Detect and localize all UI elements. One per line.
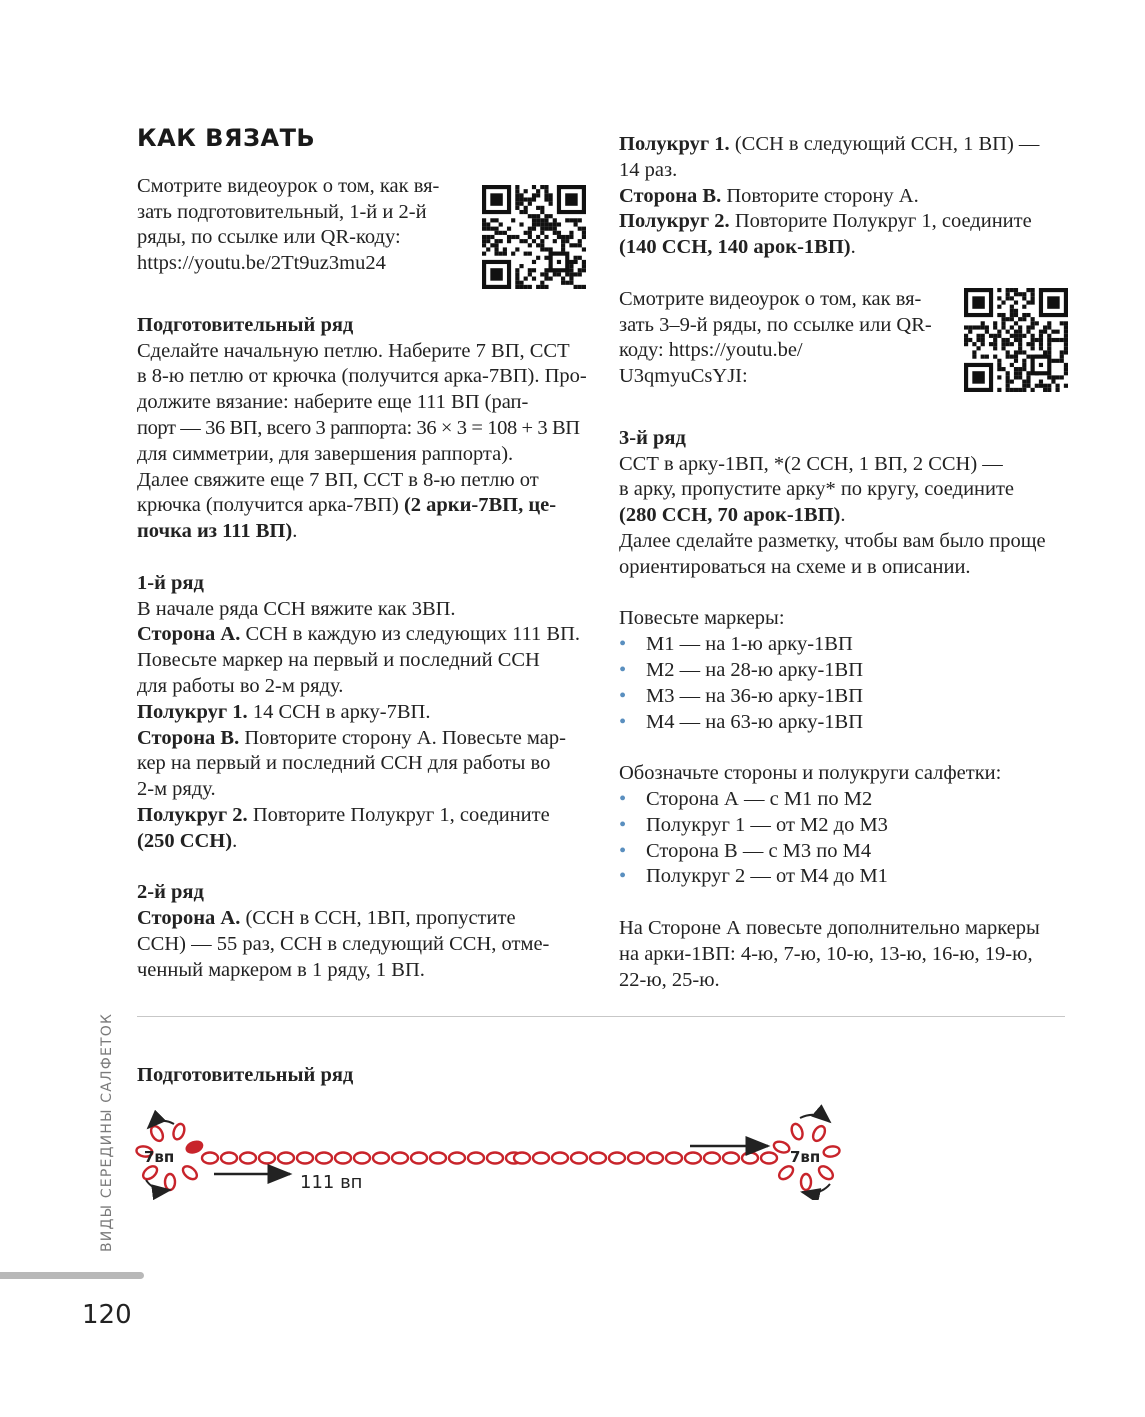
half-circle-2-label: Полукруг 2. xyxy=(137,803,248,826)
chain-stitch xyxy=(468,1153,484,1164)
chain-stitch xyxy=(571,1153,587,1164)
intro-line: Смотрите видеоурок о том, как вя- xyxy=(137,174,440,197)
prep-total: (2 арки-7ВП, це- xyxy=(403,494,557,517)
chain-stitch xyxy=(165,1174,175,1190)
chain-stitch xyxy=(392,1153,408,1164)
row1-line xyxy=(137,622,597,648)
chain-diagram xyxy=(130,1100,850,1200)
markers-title: Повесьте маркеры: xyxy=(619,607,785,630)
row1-line xyxy=(137,726,597,752)
chain-stitch xyxy=(181,1164,200,1182)
row1-line: кер на первый и последний ССН для работы во xyxy=(137,752,551,775)
prep-line: для симметрии, для завершения раппорта). xyxy=(137,442,514,465)
diagram-title: Подготовительный ряд xyxy=(137,1064,354,1086)
prep-total: почка из 111 ВП) xyxy=(137,520,293,543)
prep-line xyxy=(137,519,597,545)
list-item: • Сторона А — с М1 по М2 xyxy=(619,787,1069,813)
intro-line: ряды, по ссылке или QR-коду: xyxy=(137,226,401,249)
row2-text: (ССН в ССН, 1ВП, пропустите xyxy=(240,907,516,930)
chain-stitch xyxy=(430,1153,446,1164)
video-link[interactable]: U3qmyuCsYJI: xyxy=(619,365,748,388)
sides-title: Обозначьте стороны и полукруги салфетки: xyxy=(619,762,1002,785)
list-item: • Сторона В — с М3 по М4 xyxy=(619,839,1069,865)
chain-stitch xyxy=(335,1153,351,1164)
row3-total: (280 ССН, 70 арок-1ВП) xyxy=(619,504,841,527)
chain-stitch xyxy=(552,1153,568,1164)
row1-line xyxy=(137,829,597,855)
chain-stitch xyxy=(761,1153,777,1164)
chain-stitch xyxy=(590,1153,606,1164)
chain-stitch xyxy=(742,1153,758,1164)
chain-stitch xyxy=(772,1140,790,1155)
row1-text: ССН в каждую из следующих 111 ВП. xyxy=(240,623,581,646)
video-link[interactable]: https://youtu.be/2Tt9uz3mu24 xyxy=(137,252,386,275)
row3-line xyxy=(619,503,1069,529)
chain-stitch xyxy=(259,1153,275,1164)
chain-stitch xyxy=(790,1122,805,1140)
sides-list xyxy=(619,787,1069,890)
chain-stitch xyxy=(373,1153,389,1164)
row3-line: ориентироваться на схеме и в описании. xyxy=(619,555,971,578)
chain-stitch xyxy=(141,1164,160,1182)
row1-line: для работы во 2-м ряду. xyxy=(137,674,344,697)
intro-line: Смотрите видеоурок о том, как вя- xyxy=(619,287,922,310)
list-item: • М2 — на 28-ю арку-1ВП xyxy=(619,658,1069,684)
chain-stitch xyxy=(801,1174,811,1190)
right-line xyxy=(619,184,1069,210)
row1-text: 14 ССН в арку-7ВП. xyxy=(247,700,431,723)
chain-stitches-right xyxy=(514,1153,777,1164)
row3-text: . xyxy=(840,504,846,527)
row1-line: Повесьте маркер на первый и последний ССН xyxy=(137,649,540,672)
right-text: Повторите сторону А. xyxy=(721,184,919,207)
row1-line: В начале ряда ССН вяжите как 3ВП. xyxy=(137,597,456,620)
chain-stitch xyxy=(647,1153,663,1164)
list-item: • Полукруг 2 — от М4 до М1 xyxy=(619,864,1069,890)
chain-stitch xyxy=(411,1153,427,1164)
prep-line: Сделайте начальную петлю. Наберите 7 ВП, ССТ xyxy=(137,339,570,362)
side-a-label: Сторона А. xyxy=(137,623,241,646)
row2-title: 2-й ряд xyxy=(137,881,204,904)
page-heading: КАК ВЯЗАТЬ xyxy=(137,124,316,152)
right-line: 14 раз. xyxy=(619,158,678,181)
row1-line: 2-м ряду. xyxy=(137,778,216,801)
list-item: • М4 — на 63-ю арку-1ВП xyxy=(619,710,1069,736)
row3-line: ССТ в арку-1ВП, *(2 ССН, 1 ВП, 2 ССН) — xyxy=(619,452,1003,475)
side-a-label: Сторона А. xyxy=(137,907,241,930)
row3-line: в арку, пропустите арку* по кругу, соедините xyxy=(619,478,1015,501)
chain-stitch xyxy=(723,1153,739,1164)
row1-line xyxy=(137,803,597,829)
prep-line: Далее свяжите еще 7 ВП, ССТ в 8-ю петлю от xyxy=(137,468,539,491)
chain-stitch xyxy=(354,1153,370,1164)
left-arc-label: 7вп xyxy=(144,1148,175,1166)
chain-stitch xyxy=(628,1153,644,1164)
right-line xyxy=(619,132,1069,158)
right-arc-label: 7вп xyxy=(790,1148,821,1166)
chain-stitch xyxy=(609,1153,625,1164)
page-tab-bar xyxy=(0,1272,144,1279)
half-circle-1-label: Полукруг 1. xyxy=(619,133,730,155)
row1-text: Повторите сторону А. Повесьте мар- xyxy=(239,726,566,749)
section-divider xyxy=(137,1016,1065,1017)
chain-stitch xyxy=(202,1153,218,1164)
row3-line: Далее сделайте разметку, чтобы вам было проще xyxy=(619,529,1046,552)
chain-stitch xyxy=(811,1124,828,1143)
list-item: • Полукруг 1 — от М2 до М3 xyxy=(619,813,1069,839)
chain-stitch xyxy=(316,1153,332,1164)
markers-list xyxy=(619,632,1069,735)
chain-stitch xyxy=(297,1153,313,1164)
chain-stitch xyxy=(449,1153,465,1164)
prep-line: в 8-ю петлю от крючка (получится арка-7ВП). Про- xyxy=(137,365,587,388)
qr-code-2[interactable] xyxy=(964,288,1068,392)
prep-text: . xyxy=(292,520,298,543)
extra-line: на арки-1ВП: 4-ю, 7-ю, 10-ю, 13-ю, 16-ю, 19-ю, xyxy=(619,942,1033,965)
chain-stitch xyxy=(240,1153,256,1164)
right-line xyxy=(619,209,1069,235)
chain-stitch xyxy=(185,1140,203,1155)
row1-title: 1-й ряд xyxy=(137,571,204,594)
chain-stitch xyxy=(278,1153,294,1164)
row1-text: Повторите Полукруг 1, соедините xyxy=(247,803,550,826)
row1-total: (250 ССН) xyxy=(137,829,233,852)
chain-stitches-left xyxy=(202,1153,522,1164)
row1-line xyxy=(137,700,597,726)
page-number: 120 xyxy=(82,1300,132,1330)
list-item: • М3 — на 36-ю арку-1ВП xyxy=(619,684,1069,710)
chain-stitch xyxy=(823,1145,840,1158)
chain-count-label: 111 вп xyxy=(300,1172,363,1193)
row2-line: ченный маркером в 1 ряду, 1 ВП. xyxy=(137,958,425,981)
intro-line[interactable]: коду: https://youtu.be/ xyxy=(619,339,803,362)
chain-stitch xyxy=(149,1124,166,1143)
row2-line: ССН) — 55 раз, ССН в следующий ССН, отме- xyxy=(137,932,550,955)
row2-total: (140 ССН, 140 арок-1ВП) xyxy=(619,236,851,259)
right-text: . xyxy=(850,236,856,259)
side-b-label: Сторона В. xyxy=(137,726,240,749)
prep-text: крючка (получится арка-7ВП) xyxy=(137,494,404,517)
chain-stitch xyxy=(666,1153,682,1164)
extra-line: 22-ю, 25-ю. xyxy=(619,968,720,991)
chain-stitch xyxy=(533,1153,549,1164)
prep-line xyxy=(137,493,597,519)
row1-text: . xyxy=(232,829,238,852)
chain-stitch xyxy=(171,1122,186,1140)
right-text: (ССН в следующий ССН, 1 ВП) — xyxy=(729,133,1040,155)
prep-line: порт — 36 ВП, всего 3 раппорта: 36 × 3 = 108 + 3 ВП xyxy=(137,416,580,439)
row2-line xyxy=(137,906,597,932)
prep-line: должите вязание: наберите еще 111 ВП (рап- xyxy=(137,391,529,414)
intro-line: зать подготовительный, 1-й и 2-й xyxy=(137,200,427,223)
chain-stitch xyxy=(704,1153,720,1164)
list-item: • М1 — на 1-ю арку-1ВП xyxy=(619,632,1069,658)
right-column xyxy=(619,132,1069,993)
qr-code-1[interactable] xyxy=(482,185,586,289)
half-circle-1-label: Полукруг 1. xyxy=(137,700,248,723)
intro-line: зать 3–9-й ряды, по ссылке или QR- xyxy=(619,313,932,336)
chain-stitch xyxy=(685,1153,701,1164)
chain-stitch xyxy=(777,1164,796,1182)
extra-line: На Стороне А повесьте дополнительно маркеры xyxy=(619,916,1040,939)
chain-stitch xyxy=(487,1153,503,1164)
chain-stitch xyxy=(817,1164,836,1182)
prep-row-title: Подготовительный ряд xyxy=(137,313,354,336)
right-line xyxy=(619,235,1069,261)
rotation-arrow xyxy=(800,1115,830,1122)
side-b-label: Сторона В. xyxy=(619,184,722,207)
row3-title: 3-й ряд xyxy=(619,426,686,449)
chain-stitch xyxy=(221,1153,237,1164)
chain-stitch xyxy=(514,1153,530,1164)
half-circle-2-label: Полукруг 2. xyxy=(619,210,730,233)
right-text: Повторите Полукруг 1, соедините xyxy=(729,210,1032,233)
side-section-label: ВИДЫ СЕРЕДИНЫ САЛФЕТОК xyxy=(99,1012,115,1252)
